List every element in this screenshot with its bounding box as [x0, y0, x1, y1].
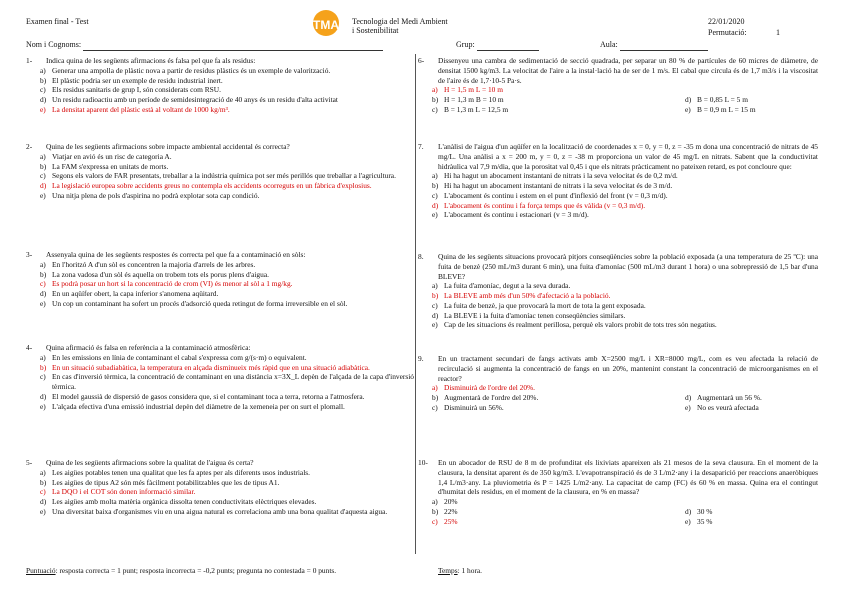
course-subtitle: i Sostenibilitat — [352, 26, 399, 35]
scoring-text: : resposta correcta = 1 punt; resposta incorrecta = -0,2 punts; pregunta no contestada = 0 punts. — [55, 566, 337, 575]
time-label: Temps — [438, 566, 458, 575]
scoring-label: Puntuació — [26, 566, 56, 575]
question-10: 10- En un abocador de RSU de 8 m de profunditat els lixiviats apareixen als 21 mesos de la seva clausura. En el moment de la clausura, la densitat aparent és de 350 kg/m3. L'evapotranspiració és de 3 L/m2·any i la desaparició per reaccions anaeròbiques 1,4 L/m3·any. La pluviometria és P = 1425 L/m2·any. La capacitat de camp (FC) és 60 % en massa. Quina era el contingut d'humitat dels residus, en el moment de la clausura, en % en massa? a) 20% b) 22% d) 30 % c) 25% e) 35 % — [418, 458, 818, 526]
time-text: : 1 hora. — [457, 566, 483, 575]
option-correct[interactable]: a) Disminuirà de l'ordre del 20%. — [432, 383, 536, 393]
option[interactable]: b) Les aigües de tipus A2 són més fàcilment potabilitzables que les de tipus A1. — [40, 477, 280, 487]
option[interactable]: b) La zona vadosa d'un sòl és aquella on trobem tots els porus plens d'aigua. — [40, 269, 269, 279]
option[interactable]: a) Les aigües potables tenen una qualitat que les fa aptes per als diferents usos industrials. — [40, 467, 310, 477]
option[interactable]: d) El model gaussià de dispersió de gasos considera que, si el contaminant toca a terra, retorna a l'atmosfera. — [40, 391, 365, 401]
option-correct[interactable]: b) La BLEVE amb més d'un 50% d'afectació a la població. — [432, 291, 611, 301]
option[interactable]: a) Generar una ampolla de plàstic nova a partir de residus plàstics és un exemple de valorització. — [40, 65, 331, 75]
option[interactable]: d) Un residu radioactiu amb un període de semidesintegració de 40 anys és un residu d'alta activitat — [40, 95, 338, 105]
option[interactable]: e) Un cop un contaminant ha sofert un procés d'adsorció queda retingut de forma irreversible en el sòl. — [40, 298, 348, 308]
question-5: 5- Quina de les següents afirmacions sobre la qualitat de l'aigua és certa? a) Les aigües potables tenen una qualitat que les fa aptes per als diferents usos industrials. b) Les aigües de tipus A2 són més fàcilment potabilitzables que les de tipus A1. c) La DQO i el COT són donen informació similar. d) Les aigües amb molta matèria orgànica dissolta tenen conductivitats elèctriques elevades. e) Una diversitat baixa d'organismes viu en una aigua natural es correlaciona amb una bona qualitat d'aquesta aigua. — [26, 458, 414, 517]
option[interactable]: b) Augmentarà de l'ordre del 20%. — [432, 393, 539, 403]
column-divider — [415, 54, 416, 554]
question-7: 7. L'anàlisi de l'aigua d'un aqüífer en la localització de coordenades x = 0, y = 0, z = -35 m dona una concentració de nitrats de 45 mg/L. Una anàlisi a x = 200 m, y = 0, z = -38 m proporciona un valor de 45 mg/L en nitrats. Sabent que la conductivitat hidràulica val 7,9 m/dia, que la porositat val 0,45 i que els nitrats pràcticament no pateixen retard, es pot concloure que: a) Hi ha hagut un abocament instantani de nitrats i la seva velocitat és de 0,2 m/d. b) Hi ha hagut un abocament instantani de nitrats i la seva velocitat és de 3 m/d. c) L'abocament és continu i estem en el punt d'inflexió del front (v = 0,3 m/d). d) L'abocament és continu i fa força temps que és vàlida (v = 0,3 m/d). e) L'abocament és continu i estacionari (v = 3 m/d). — [418, 142, 818, 220]
scoring-note — [26, 566, 336, 576]
option-correct[interactable]: c) Es podrà posar un hort si la concentració de crom (VI) és menor al sòl a 1 mg/kg. — [40, 279, 293, 289]
option[interactable]: e) Cap de les situacions és realment perillosa, perquè els valors probit de tots tres són negatius. — [432, 320, 717, 330]
option[interactable]: a) En les emissions en línia de contaminant el cabal s'expressa com g/(s·m) o equivalent. — [40, 352, 307, 362]
option[interactable]: b) La FAM s'expressa en unitats de morts. — [40, 161, 169, 171]
name-label: Nom i Cognoms: — [26, 40, 82, 49]
option[interactable]: e) B = 0,9 m L = 15 m — [685, 104, 756, 114]
permutation-label: Permutació: — [708, 28, 747, 37]
option[interactable]: e) Una diversitat baixa d'organismes viu en una aigua natural es correlaciona amb una bona qualitat d'aquesta aigua. — [40, 506, 388, 516]
option[interactable]: b) 22% — [432, 506, 458, 516]
tma-logo-icon — [310, 10, 350, 38]
option[interactable]: e) Una nitja plena de pols d'aspirina no podrà explotar sota cap condició. — [40, 190, 260, 200]
option-correct[interactable]: c) La DQO i el COT són donen informació similar. — [40, 487, 196, 497]
option-correct[interactable]: d) La legislació europea sobre accidents greus no contempla els accidents ocorreguts en un fàbrica d'explosius. — [40, 181, 372, 191]
option[interactable]: e) L'abocament és continu i estacionari (v = 3 m/d). — [432, 210, 589, 220]
option[interactable]: a) En l'horitzó A d'un sòl es concentren la majoria d'arrels de les arbres. — [40, 259, 256, 269]
option[interactable]: b) Hi ha hagut un abocament instantani de nitrats i la seva velocitat és de 3 m/d. — [432, 181, 673, 191]
question-1: 1- Indica quina de les següents afirmacions és falsa pel que fa als residus: a) Generar una ampolla de plàstic nova a partir de residus plàstics és un exemple de valorització. b) El plàstic podria ser un exemple de residu industrial inert. c) Els residus sanitaris de grup I, són considerats com RSU. d) Un residu radioactiu amb un període de semidesintegració de 40 anys és un residu d'alta activitat e) La densitat aparent del plàstic està al voltant de 1000 kg/m³. — [26, 56, 414, 115]
room-field-row — [600, 40, 708, 51]
option[interactable]: c) Segons els valors de FAR presentats, treballar a la indústria química pot ser més perillós que treballar a l'agricultura. — [40, 171, 396, 181]
option-correct[interactable]: d) L'abocament és continu i fa força temps que és vàlida (v = 0,3 m/d). — [432, 200, 646, 210]
group-field-row — [456, 40, 539, 51]
option[interactable]: b) El plàstic podria ser un exemple de residu industrial inert. — [40, 75, 223, 85]
option[interactable]: c) Els residus sanitaris de grup I, són considerats com RSU. — [40, 85, 221, 95]
option-correct[interactable]: c) 25% — [432, 516, 458, 526]
option[interactable]: d) Augmentarà un 56 %. — [685, 393, 762, 403]
option-correct[interactable]: b) En un situació subadiabàtica, la temperatura en alçada disminueix més ràpid que en una situació adiabàtica. — [40, 362, 370, 372]
option[interactable]: d) Les aigües amb molta matèria orgànica dissolta tenen conductivitats elèctriques elevades. — [40, 497, 317, 507]
option[interactable]: d) B = 0,85 L = 5 m — [685, 95, 748, 105]
option[interactable]: c) B = 1,3 m L = 12,5 m — [432, 104, 509, 114]
option[interactable]: a) La fuita d'amoníac, degut a la seva durada. — [432, 281, 571, 291]
option[interactable]: e) L'alçada efectiva d'una emissió industrial depèn del diàmetre de la xemeneia per on surt el plomall. — [40, 401, 345, 411]
option[interactable]: d) En un aqüífer obert, la capa inferior s'anomena aqüitard. — [40, 289, 219, 299]
option[interactable]: d) 30 % — [685, 506, 713, 516]
option-correct[interactable]: a) H = 1,5 m L = 10 m — [432, 85, 503, 95]
option[interactable]: c) En cas d'inversió tèrmica, la concentració de contaminant en una distància x=3X_L depèn de l'alçada de la capa d'inversió tèrmica. — [40, 372, 414, 392]
option[interactable]: c) L'abocament és continu i estem en el punt d'inflexió del front (v = 0,3 m/d). — [432, 190, 668, 200]
question-8: 8. Quina de les següents situacions provocarà pitjors conseqüències sobre la població exposada (a una temperatura de 25 ºC): una fuita de benzè (250 mL/m3 durant 6 min), una fuita d'amoníac (500 mL/m3 durant 1 hora) o una sobrepressió de 1,5 bar d'una BLEVE? a) La fuita d'amoníac, degut a la seva durada. b) La BLEVE amb més d'un 50% d'afectació a la població. c) La fuita de benzè, ja que provocarà la mort de tota la gent exposada. d) La BLEVE i la fuita d'amoníac tenen conseqüències similars. e) Cap de les situacions és realment perillosa, perquè els valors probit de tots tres són negatius. — [418, 252, 818, 330]
room-label: Aula: — [600, 40, 618, 49]
question-9: 9. En un tractament secundari de fangs activats amb X=2500 mg/L i XR=8000 mg/L, com es veu afectada la relació de recirculació si augmenta la concentració de fangs en un 20%, mantenint constant la concentració de microorganismes en el reactor? a) Disminuirà de l'ordre del 20%. b) Augmentarà de l'ordre del 20%. d) Augmentarà un 56 %. c) Disminuirà un 56%. e) No es veurà afectada — [418, 354, 818, 412]
option[interactable]: b) H = 1,3 m B = 10 m — [432, 95, 504, 105]
option-correct[interactable]: e) La densitat aparent del plàstic està al voltant de 1000 kg/m³. — [40, 104, 230, 114]
question-6: 6- Dissenyeu una cambra de sedimentació de secció quadrada, per separar un 80 % de partícules de 60 micres de diàmetre, de densitat 1500 kg/m3. La velocitat de l'aire a la instal·lació ha de ser de 1 m/s. El cabal que circula és de 1,7 m3/s i la viscositat de l'aire és de 1,7·10-5 Pa·s. a) H = 1,5 m L = 10 m b) H = 1,3 m B = 10 m d) B = 0,85 L = 5 m c) B = 1,3 m L = 12,5 m e) B = 0,9 m L = 15 m — [418, 56, 818, 114]
option[interactable]: c) Disminuirà un 56%. — [432, 402, 504, 412]
question-3: 3- Assenyala quina de les següents respostes és correcta pel que fa a contaminació en sòls: a) En l'horitzó A d'un sòl es concentren la majoria d'arrels de les arbres. b) La zona vadosa d'un sòl és aquella on trobem tots els porus plens d'aigua. c) Es podrà posar un hort si la concentració de crom (VI) és menor al sòl a 1 mg/kg. d) En un aqüífer obert, la capa inferior s'anomena aqüitard. e) Un cop un contaminant ha sofert un procés d'adsorció queda retingut de forma irreversible en el sòl. — [26, 250, 414, 309]
option[interactable]: a) Hi ha hagut un abocament instantani de nitrats i la seva velocitat és de 0,2 m/d. — [432, 171, 678, 181]
option[interactable]: a) 20% — [432, 497, 458, 507]
option[interactable]: a) Viatjar en avió és un risc de categoria A. — [40, 151, 172, 161]
room-field[interactable] — [620, 50, 708, 51]
option[interactable]: e) No es veurà afectada — [685, 402, 759, 412]
logo-text: TMA — [313, 18, 339, 32]
exam-title: Examen final - Test — [26, 17, 89, 26]
course-title: Tecnologia del Medi Ambient — [352, 17, 448, 26]
exam-date: 22/01/2020 — [708, 17, 745, 26]
option[interactable]: d) La BLEVE i la fuita d'amoníac tenen conseqüències similars. — [432, 310, 626, 320]
group-field[interactable] — [477, 50, 539, 51]
question-2: 2- Quina de les següents afirmacions sobre impacte ambiental accidental és correcta? a) Viatjar en avió és un risc de categoria A. b) La FAM s'expressa en unitats de morts. c) Segons els valors de FAR presentats, treballar a la indústria química pot ser més perillós que treballar a l'agricultura. d) La legislació europea sobre accidents greus no contempla els accidents ocorreguts en un fàbrica d'explosius. e) Una nitja plena de pols d'aspirina no podrà explotar sota cap condició. — [26, 142, 414, 201]
permutation-value: 1 — [776, 28, 780, 37]
option[interactable]: c) La fuita de benzè, ja que provocarà la mort de tota la gent exposada. — [432, 300, 646, 310]
time-note — [438, 566, 482, 576]
group-label: Grup: — [456, 40, 475, 49]
option[interactable]: e) 35 % — [685, 516, 713, 526]
question-4: 4- Quina afirmació és falsa en referència a la contaminació atmosfèrica: a) En les emissions en línia de contaminant el cabal s'expressa com g/(s·m) o equivalent. b) En un situació subadiabàtica, la temperatura en alçada disminueix més ràpid que en una situació adiabàtica. c) En cas d'inversió tèrmica, la concentració de contaminant en una distància x=3X_L depèn de l'alçada de la capa d'inversió tèrmica. d) El model gaussià de dispersió de gasos considera que, si el contaminant toca a terra, retorna a l'atmosfera. e) L'alçada efectiva d'una emissió industrial depèn del diàmetre de la xemeneia per on surt el plomall. — [26, 343, 414, 411]
name-field[interactable] — [83, 50, 383, 51]
name-field-row — [26, 40, 383, 51]
